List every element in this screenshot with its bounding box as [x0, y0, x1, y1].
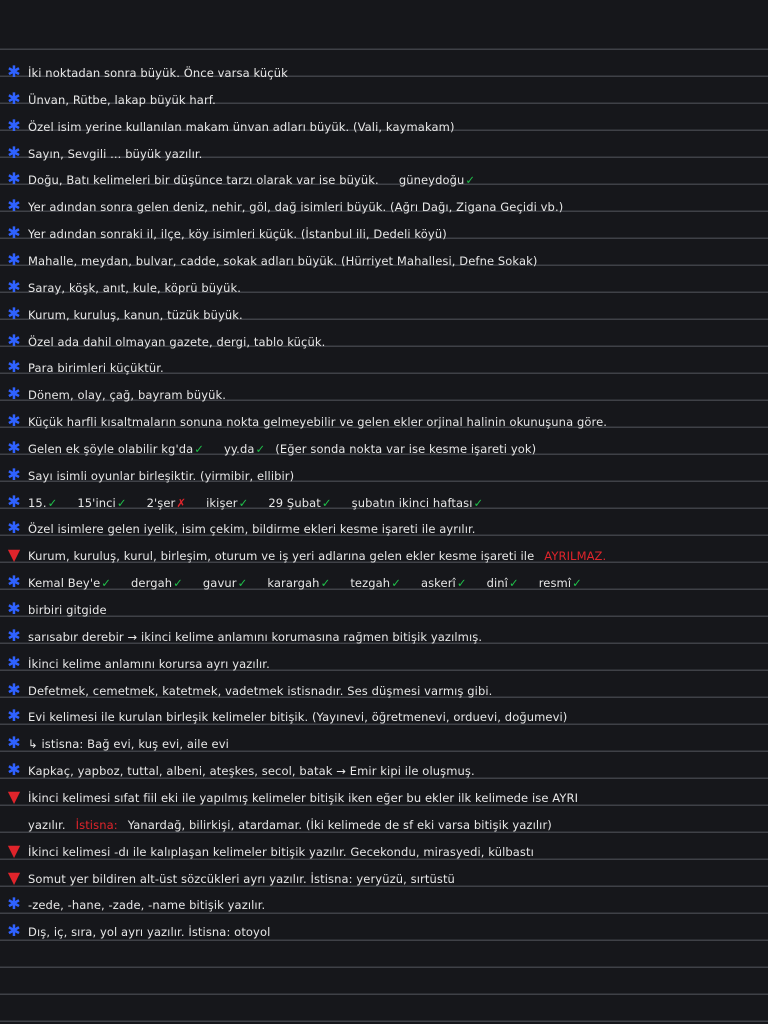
note-line: [0, 433, 768, 460]
check-icon: ✓: [101, 576, 112, 591]
check-icon: ✓: [321, 495, 332, 510]
bullet-star-icon: ✱: [7, 437, 21, 457]
note-text: ↳ istisna: Bağ evi, kuş evi, aile evi: [28, 737, 229, 752]
note-text: Dönem, olay, çağ, bayram büyük.: [28, 388, 227, 403]
example-item: Kemal Bey'e: [28, 576, 101, 591]
bullet-star-icon: ✱: [7, 518, 21, 538]
check-icon: ✓: [255, 441, 266, 456]
note-line: [0, 111, 768, 138]
note-line: [0, 245, 768, 272]
note-text: Evi kelimesi ile kurulan birleşik kelimeler bitişik. (Yayınevi, öğretmenevi, orduevi, doğumevi): [28, 710, 568, 725]
check-icon: ✓: [391, 576, 401, 591]
note-text: Küçük harfli kısaltmaların sonuna nokta gelmeyebilir ve gelen ekler orjinal halinin okunuşuna göre.: [28, 415, 608, 430]
note-text: yazılır.: [28, 817, 66, 832]
bullet-star-icon: ✱: [7, 88, 21, 108]
bullet-star-icon: ✱: [7, 223, 21, 243]
bullet-star-icon: ✱: [7, 357, 21, 377]
note-text: Sayı isimli oyunlar birleşiktir. (yirmibir, ellibir): [28, 468, 295, 483]
bullet-star-icon: ✱: [7, 249, 21, 269]
note-line: [0, 648, 768, 675]
example-item: gavur: [202, 576, 237, 591]
note-line: [0, 379, 768, 406]
check-icon: ✓: [465, 173, 476, 188]
note-line: [0, 916, 768, 943]
bullet-star-icon: ✱: [7, 733, 21, 753]
example-item: tezgah: [350, 576, 391, 591]
check-icon: ✓: [456, 576, 467, 591]
example-item: 29 Şubat: [268, 495, 321, 510]
note-text: İkinci kelime anlamını korursa ayrı yazılır.: [28, 656, 270, 671]
example-item: askerî: [420, 576, 456, 591]
check-icon: ✓: [194, 441, 205, 456]
note-line: [0, 406, 768, 433]
warning-marker-icon: ▼: [7, 840, 21, 860]
check-icon: ✓: [173, 576, 183, 591]
example-item: 15'inci: [77, 495, 116, 510]
note-line: [0, 299, 768, 326]
warning-marker-icon: ▼: [7, 545, 21, 565]
note-text: Yer adından sonraki il, ilçe, köy isimleri küçük. (İstanbul ili, Dedeli köyü): [28, 227, 447, 242]
cross-icon: ✗: [176, 495, 187, 510]
bullet-star-icon: ✱: [7, 330, 21, 350]
example-item: 15.: [28, 495, 47, 510]
bullet-star-icon: ✱: [7, 142, 21, 162]
note-line: [0, 352, 768, 379]
note-line: [0, 57, 768, 84]
bullet-star-icon: ✱: [7, 921, 21, 941]
bullet-star-icon: ✱: [7, 706, 21, 726]
note-line: [0, 755, 768, 782]
check-icon: ✓: [572, 576, 582, 591]
note-text: İkinci kelimesi -dı ile kalıplaşan kelimeler bitişik yazılır. Gecekondu, mirasyedi, külbastı: [28, 844, 534, 859]
note-text: Özel isimlere gelen iyelik, isim çekim, bildirme ekleri kesme işareti ile ayrılır.: [28, 522, 476, 537]
check-icon: ✓: [320, 576, 331, 591]
example-item: ikişer: [206, 495, 238, 510]
note-text: İkinci kelimesi sıfat fiil eki ile yapılmış kelimeler bitişik iken eğer bu ekler ilk kelimede ise AYRI: [28, 790, 579, 805]
note-text: Defetmek, cemetmek, katetmek, vadetmek istisnadır. Ses düşmesi varmış gibi.: [28, 683, 493, 698]
bullet-star-icon: ✱: [7, 464, 21, 484]
note-line: [0, 513, 768, 540]
note-text: Mahalle, meydan, bulvar, cadde, sokak adları büyük. (Hürriyet Mahallesi, Defne Sokak): [28, 253, 538, 268]
note-line: [0, 460, 768, 487]
note-line: [0, 701, 768, 728]
check-icon: ✓: [473, 495, 484, 510]
note-line: [0, 675, 768, 702]
note-line: [0, 218, 768, 245]
note-line: [0, 164, 768, 191]
note-line: [0, 728, 768, 755]
example-item: resmî: [538, 576, 572, 591]
bullet-star-icon: ✱: [7, 169, 21, 189]
bullet-star-icon: ✱: [7, 760, 21, 780]
bullet-star-icon: ✱: [7, 599, 21, 618]
note-text-continued: Yanardağ, bilirkişi, atardamar. (İki kelimede de sf eki varsa bitişik yazılır): [127, 817, 552, 832]
note-text: Dış, iç, sıra, yol ayrı yazılır. İstisna: otoyol: [28, 925, 271, 940]
note-text: Doğu, Batı kelimeleri bir düşünce tarzı olarak var ise büyük.: [28, 173, 379, 188]
note-line: [0, 782, 768, 809]
example-item: şubatın ikinci haftası: [351, 495, 473, 510]
example-item: dergah: [131, 576, 173, 591]
check-icon: ✓: [47, 495, 58, 510]
bullet-star-icon: [0, 815, 28, 833]
bullet-star-icon: ✱: [7, 572, 21, 592]
note-text: Para birimleri küçüktür.: [28, 361, 164, 376]
bullet-star-icon: ✱: [7, 384, 21, 404]
note-text: Somut yer bildiren alt-üst sözcükleri ayrı yazılır. İstisna: yeryüzü, sırtüstü: [28, 871, 455, 886]
note-line: [0, 889, 768, 916]
note-line: [0, 326, 768, 353]
note-line: [0, 594, 768, 621]
bullet-star-icon: ✱: [7, 276, 21, 296]
bullet-star-icon: ✱: [7, 491, 21, 511]
note-text: İki noktadan sonra büyük. Önce varsa küçük: [28, 66, 288, 80]
bullet-star-icon: ✱: [7, 115, 21, 135]
note-example: güneydoğu: [398, 173, 465, 188]
note-text: Yer adından sonra gelen deniz, nehir, göl, dağ isimleri büyük. (Ağrı Dağı, Zigana Geçidi vb.): [28, 200, 564, 215]
example-item: 2'şer: [146, 495, 176, 510]
note-text: Ünvan, Rütbe, lakap büyük harf.: [28, 92, 216, 107]
highlight-text: AYRILMAZ.: [544, 549, 607, 564]
check-icon: ✓: [237, 576, 248, 591]
bullet-star-icon: ✱: [7, 625, 21, 645]
note-line: [0, 567, 768, 594]
bullet-star-icon: ✱: [7, 411, 21, 431]
check-icon: ✓: [238, 495, 249, 510]
note-line: [0, 621, 768, 648]
note-line: [0, 138, 768, 165]
note-line: [0, 863, 768, 890]
warning-marker-icon: ▼: [7, 867, 21, 887]
highlight-text: İstisna:: [75, 817, 118, 832]
note-line: [0, 540, 768, 567]
note-line: [0, 84, 768, 111]
note-line: [0, 272, 768, 299]
note-text: Kurum, kuruluş, kanun, tüzük büyük.: [28, 307, 243, 322]
note-line: [0, 191, 768, 218]
note-text: sarısabır derebir → ikinci kelime anlamını korumasına rağmen bitişik yazılmış.: [28, 629, 483, 644]
note-line: [0, 809, 768, 836]
note-text: Sayın, Sevgili ... büyük yazılır.: [28, 146, 203, 161]
note-text: Kapkaç, yapboz, tuttal, albeni, ateşkes, secol, batak → Emir kipi ile oluşmuş.: [28, 764, 475, 779]
note-line: [0, 487, 768, 514]
note-example: yy.da: [224, 441, 255, 456]
note-line: [0, 836, 768, 863]
note-text: Özel isim yerine kullanılan makam ünvan adları büyük. (Vali, kaymakam): [28, 119, 455, 134]
example-item: karargah: [267, 576, 320, 591]
example-item: dinî: [486, 576, 508, 591]
note-text: Kurum, kuruluş, kurul, birleşim, oturum ve iş yeri adlarına gelen ekler kesme işareti ile: [28, 549, 535, 564]
bullet-star-icon: ✱: [7, 62, 21, 81]
note-text: Gelen ek şöyle olabilir kg'da: [28, 441, 194, 456]
warning-marker-icon: ▼: [7, 786, 21, 806]
note-text: Özel ada dahil olmayan gazete, dergi, tablo küçük.: [28, 334, 326, 349]
bullet-star-icon: ✱: [7, 894, 21, 914]
note-text-continued: (Eğer sonda nokta var ise kesme işareti yok): [275, 441, 537, 456]
note-text: birbiri gitgide: [28, 603, 107, 617]
bullet-star-icon: ✱: [7, 303, 21, 323]
check-icon: ✓: [508, 576, 519, 591]
bullet-star-icon: ✱: [7, 196, 21, 216]
bullet-star-icon: ✱: [7, 679, 21, 699]
note-text: Saray, köşk, anıt, kule, köprü büyük.: [28, 280, 241, 295]
bullet-star-icon: ✱: [7, 652, 21, 672]
check-icon: ✓: [116, 495, 127, 510]
note-text: -zede, -hane, -zade, -name bitişik yazılır.: [28, 898, 266, 913]
